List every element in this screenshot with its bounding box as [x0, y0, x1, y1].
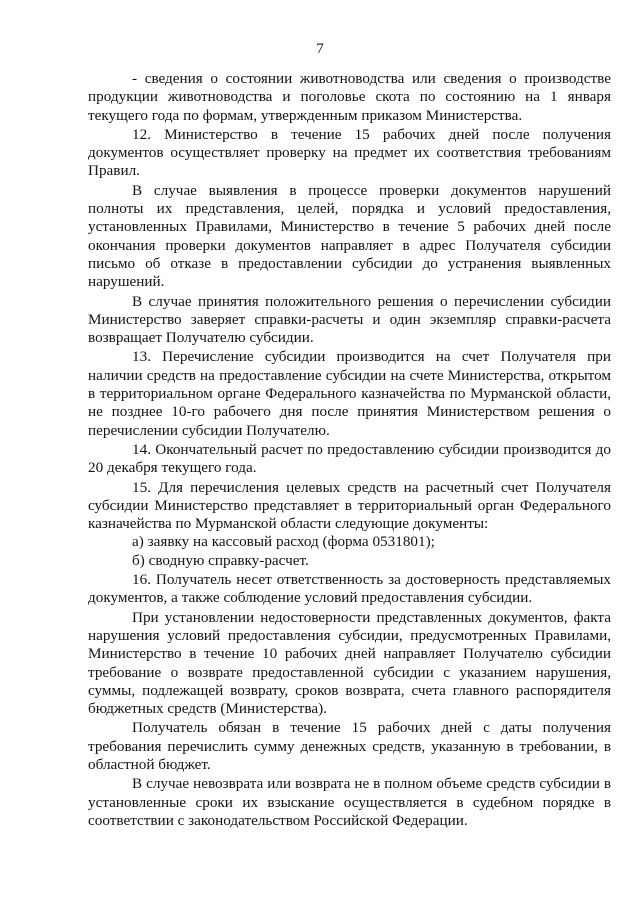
paragraph-unreliability: При установлении недостоверности представленных документов, факта нарушения условий предоставления субсидии, предусмотренных Правилами, Министерство в течение 10 рабочих дней направляет Получателю субсидии требование о возврате предоставленной субсидии с указанием нарушения, суммы, подлежащей возврату, сроков возврата, счета главного распорядителя бюджетных средств (Министерства).	[88, 608, 611, 718]
list-item-b: б) сводную справку-расчет.	[132, 551, 309, 569]
paragraph-livestock-info: - сведения о состоянии животноводства или сведения о производстве продукции животноводства и поголовье скота по состоянию на 1 января текущего года по формам, утвержденным приказом Министерства.	[88, 70, 611, 124]
paragraph-court-recovery: В случае невозврата или возврата не в полном объеме средств субсидии в установленные сроки их взыскание осуществляется в судебном порядке в соответствии с законодательством Российской Федерации.	[88, 775, 611, 829]
paragraph-refund-obligation: Получатель обязан в течение 15 рабочих дней с даты получения требования перечислить сумму денежных средств, указанную в требовании, в областной бюджет.	[88, 719, 611, 773]
paragraph-14-final-settlement: 14. Окончательный расчет по предоставлению субсидии производится до 20 декабря текущего года.	[88, 440, 611, 477]
paragraph-13-transfer: 13. Перечисление субсидии производится на счет Получателя при наличии средств на предоставление субсидии на счете Министерства, открытом в территориальном органе Федерального казначейства по Мурманской области, не позднее 10-го рабочего дня после принятия Министерством решения о перечислении субсидии Получателю.	[88, 348, 611, 439]
paragraph-positive-decision: В случае принятия положительного решения о перечислении субсидии Министерство заверяет справки-расчеты и один экземпляр справки-расчета возвращает Получателю субсидии.	[88, 292, 611, 347]
paragraph-16-responsibility: 16. Получатель несет ответственность за достоверность представляемых документов, а также соблюдение условий предоставления субсидии.	[88, 571, 611, 607]
page-number: 7	[316, 41, 324, 57]
paragraph-violations: В случае выявления в процессе проверки документов нарушений полноты их представления, целей, порядка и условий предоставления, установленных Правилами, Министерство в течение 5 рабочих дней после окончания проверки документов направляет в адрес Получателя субсидии письмо об отказе в предоставлении субсидии до устранения выявленных нарушений.	[88, 181, 611, 291]
paragraph-15-documents: 15. Для перечисления целевых средств на расчетный счет Получателя субсидии Министерство представляет в территориальный орган Федерального казначейства по Мурманской области следующие документы:	[88, 478, 611, 533]
document-body	[88, 70, 611, 831]
list-item-a: а) заявку на кассовый расход (форма 0531801);	[132, 533, 435, 551]
paragraph-12-check: 12. Министерство в течение 15 рабочих дней после получения документов осуществляет проверку на предмет их соответствия требованиям Правил.	[88, 125, 611, 180]
